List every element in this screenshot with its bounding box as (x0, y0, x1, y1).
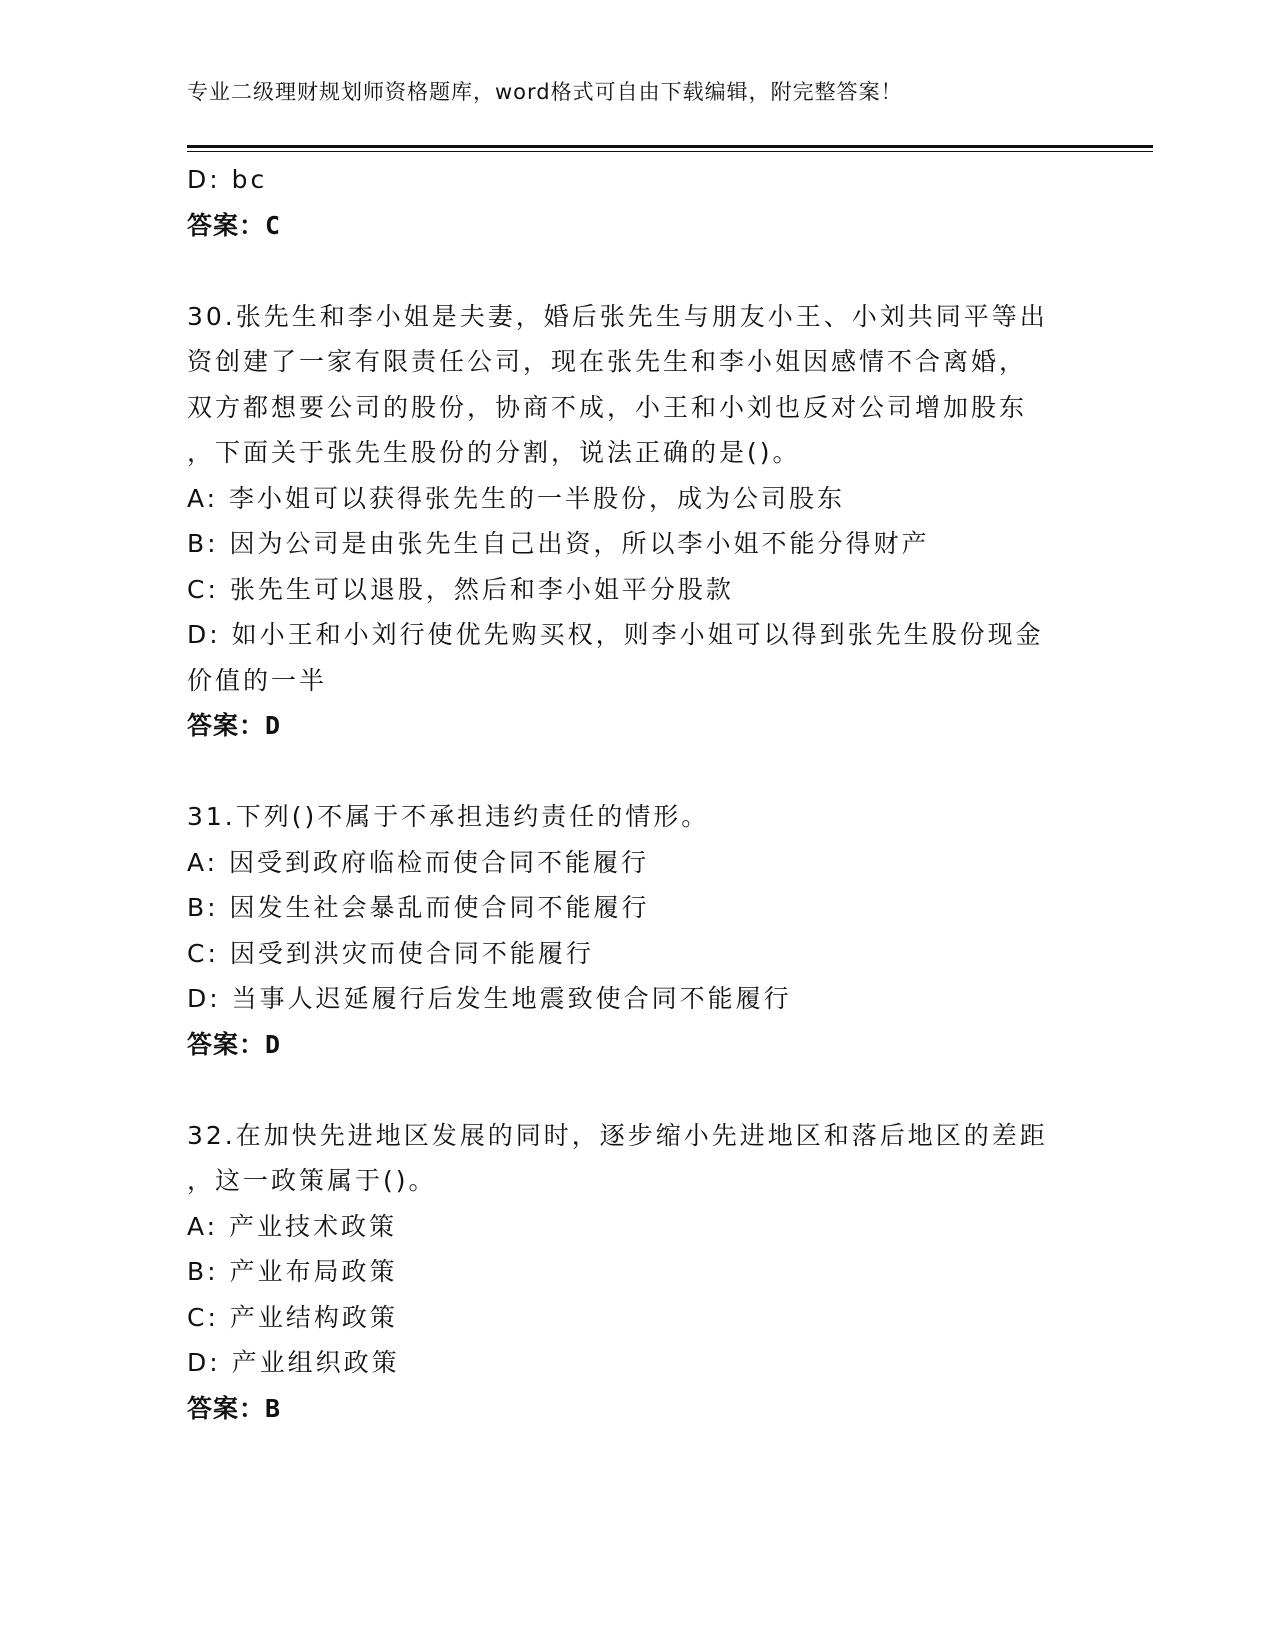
option-b: B: 因为公司是由张先生自己出资，所以李小姐不能分得财产 (187, 529, 930, 558)
question-stem-line: 资创建了一家有限责任公司，现在张先生和李小姐因感情不合离婚， (187, 347, 1028, 376)
option-d: D: 当事人迟延履行后发生地震致使合同不能履行 (187, 984, 792, 1013)
question-32 (187, 1113, 1087, 1432)
prev-option-d: D: bc (187, 165, 268, 194)
answer-value: D (265, 711, 282, 740)
option-a: A: 产业技术政策 (187, 1211, 398, 1241)
option-d: D: 产业组织政策 (187, 1348, 400, 1377)
question-31 (187, 794, 1087, 1067)
option-a: A: 因受到政府临检而使合同不能履行 (187, 847, 650, 877)
question-stem-line: 双方都想要公司的股份，协商不成，小王和小刘也反对公司增加股东 (187, 392, 1028, 422)
question-stem-line: 31.下列()不属于不承担违约责任的情形。 (187, 802, 710, 831)
option-d-continued: 价值的一半 (187, 665, 328, 695)
header-divider-thick (187, 145, 1153, 148)
answer-value: C (265, 210, 282, 240)
answer-value: B (265, 1393, 282, 1423)
header-divider-thin (187, 151, 1153, 152)
spacer (187, 248, 1087, 294)
option-b: B: 因发生社会暴乱而使合同不能履行 (187, 893, 650, 922)
prev-answer (187, 203, 1087, 249)
option-b: B: 产业布局政策 (187, 1257, 398, 1286)
question-stem-line: ，这一政策属于()。 (187, 1166, 437, 1195)
answer-value: D (265, 1029, 282, 1059)
option-c: C: 产业结构政策 (187, 1302, 398, 1332)
option-c: C: 张先生可以退股，然后和李小姐平分股款 (187, 574, 734, 604)
spacer (187, 1067, 1087, 1113)
question-30 (187, 294, 1087, 749)
spacer (187, 749, 1087, 795)
question-stem-line: ，下面关于张先生股份的分割，说法正确的是()。 (187, 438, 801, 467)
answer (187, 1022, 1087, 1068)
option-d: D: 如小王和小刘行使优先购买权，则李小姐可以得到张先生股份现金 (187, 620, 1044, 649)
answer-label: 答案： (187, 711, 266, 740)
answer (187, 703, 1087, 749)
question-stem-line: 32.在加快先进地区发展的同时，逐步缩小先进地区和落后地区的差距 (187, 1120, 1048, 1150)
answer-label: 答案： (187, 1029, 266, 1059)
option-a: A: 李小姐可以获得张先生的一半股份，成为公司股东 (187, 483, 846, 513)
answer-label: 答案： (187, 210, 266, 240)
option-c: C: 因受到洪灾而使合同不能履行 (187, 938, 594, 968)
answer-label: 答案： (187, 1393, 266, 1423)
page-header-title: 专业二级理财规划师资格题库，word格式可自由下载编辑，附完整答案！ (187, 80, 903, 104)
question-content (187, 157, 1087, 1431)
question-stem-line: 30.张先生和李小姐是夫妻，婚后张先生与朋友小王、小刘共同平等出 (187, 301, 1048, 331)
answer (187, 1386, 1087, 1432)
